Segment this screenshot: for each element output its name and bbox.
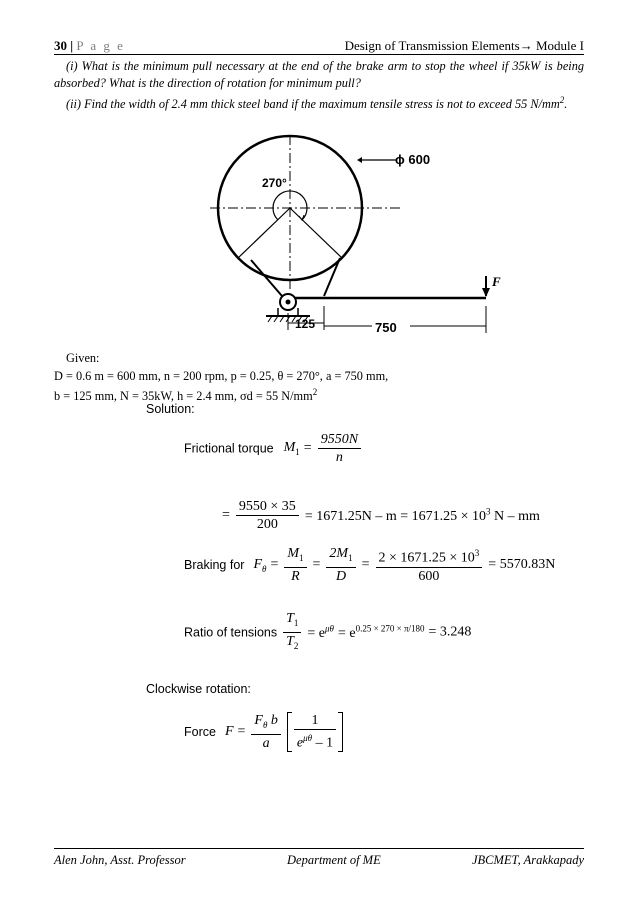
ratio-label: Ratio of tensions	[184, 625, 278, 640]
braking-fraction-3	[376, 545, 483, 585]
question-2	[54, 92, 584, 113]
calc-equals: =	[222, 507, 230, 523]
force-inner-fraction	[294, 712, 336, 752]
calc-denominator: 200	[256, 517, 278, 532]
angle-label: 270°	[262, 176, 287, 190]
t2-sub: 2	[293, 640, 299, 651]
frictional-torque-label: Frictional torque	[184, 441, 274, 456]
braking-result: = 5570.83N	[488, 556, 556, 572]
force-num-b: b	[267, 713, 278, 728]
f-theta	[253, 557, 266, 572]
b-num3: 2 × 1671.25 × 10	[378, 550, 475, 566]
ratio-e2-exp: 0.25 × 270 × π/180	[355, 622, 425, 633]
header-separator: |	[70, 38, 74, 53]
ratio-e1-exp: μθ	[325, 622, 334, 633]
b-den2: D	[335, 568, 347, 584]
radial-line-left	[238, 208, 290, 258]
t1-letter: T	[286, 611, 294, 626]
given-title: Given:	[66, 351, 100, 365]
band-brake-diagram	[200, 130, 510, 345]
force-bracket	[287, 712, 343, 752]
f-theta-letter: F	[253, 556, 263, 572]
calc-exp: 3	[486, 506, 491, 517]
force-num-f: F	[254, 713, 263, 728]
ft-denominator: n	[335, 450, 343, 465]
calc-numerator: 9550 × 35	[236, 498, 299, 516]
calc-result-a: = 1671.25N – m = 1671.25 × 10	[304, 508, 486, 524]
question-1-text: (i) What is the minimum pull necessary at the end of the brake arm to stop the wheel if 35kW is being absorbed? What is the direction of rotation for minimum pull?	[54, 59, 584, 90]
diameter-arrow-icon	[357, 157, 362, 163]
given-line-2-sup: 2	[312, 387, 318, 397]
frictional-torque-equation	[184, 431, 363, 466]
braking-fraction-2	[326, 545, 355, 585]
force-f-symbol: F	[224, 723, 234, 739]
radial-line-right	[290, 208, 342, 258]
calc-fraction	[236, 498, 299, 533]
torque-calculation	[222, 498, 540, 533]
force-den: a	[262, 735, 270, 751]
footer-rule	[54, 848, 584, 849]
ratio-result: = 3.248	[428, 624, 472, 640]
t1-sub: 1	[293, 617, 299, 628]
t2-letter: T	[286, 633, 294, 649]
b-num2-sub: 1	[348, 552, 353, 563]
force-equation	[184, 712, 343, 752]
footer-department: Department of ME	[287, 853, 381, 867]
arrow-icon: →	[519, 38, 533, 53]
header-course-title	[345, 38, 584, 54]
m1-symbol	[284, 440, 300, 455]
f-theta-sub: θ	[262, 563, 267, 574]
m1-letter: M	[283, 440, 296, 456]
braking-equals-2: =	[312, 556, 321, 572]
b-num1-sub: 1	[299, 552, 304, 563]
question-2-sup: 2	[559, 95, 565, 105]
question-2-end: .	[564, 97, 568, 112]
page-number: 30	[54, 38, 67, 53]
course-title: Design of Transmission Elements	[344, 38, 520, 53]
page-word: P a g e	[76, 38, 125, 53]
dim-large-label: 750	[375, 320, 397, 335]
equals-sign: =	[303, 440, 312, 456]
force-inner-e: e	[296, 735, 304, 751]
ft-numerator: 9550N	[318, 431, 361, 449]
given-line-2-text: b = 125 mm, N = 35kW, h = 2.4 mm, σd = 55 N/mm	[54, 389, 313, 404]
force-equals: =	[237, 723, 246, 739]
ratio-of-tensions-equation	[184, 610, 471, 655]
b-num1: M	[287, 546, 300, 561]
force-arrow-icon	[482, 288, 490, 297]
band-right-tangent	[324, 258, 340, 296]
given-line-1: D = 0.6 m = 600 mm, n = 200 rpm, p = 0.25, θ = 270°, a = 750 mm,	[54, 369, 389, 383]
footer-author: Alen John, Asst. Professor	[54, 853, 186, 867]
b-den3: 600	[418, 568, 440, 584]
force-num-sub: θ	[262, 719, 268, 730]
force-inner-num: 1	[294, 712, 336, 730]
dim-small-label: 125	[295, 317, 316, 331]
force-fraction	[251, 712, 280, 752]
frictional-fraction	[318, 431, 361, 466]
module-label: Module I	[535, 38, 584, 53]
braking-equals-1: =	[270, 556, 279, 572]
solution-title: Solution:	[146, 402, 195, 416]
ratio-e2: = e	[337, 625, 356, 641]
header-page-number	[54, 38, 125, 54]
b-num2: 2M	[329, 546, 349, 561]
braking-fraction-1	[284, 545, 306, 585]
question-1	[54, 58, 584, 92]
braking-equals-3: =	[361, 556, 370, 572]
footer-college: JBCMET, Arakkapady	[471, 853, 584, 867]
force-inner-exp: μθ	[303, 733, 313, 744]
force-inner-tail: – 1	[312, 735, 334, 751]
b-den1: R	[291, 568, 300, 584]
question-2-text: (ii) Find the width of 2.4 mm thick steel band if the maximum tensile stress is not to exceed 55 N/mm	[66, 97, 560, 112]
pivot-pin	[286, 300, 291, 305]
braking-label: Braking for	[184, 557, 245, 572]
calc-result-b: N – mm	[494, 508, 540, 524]
clockwise-rotation-label: Clockwise rotation:	[146, 682, 251, 696]
ratio-fraction	[283, 610, 301, 655]
calc-result	[304, 506, 540, 524]
ratio-e1: = e	[307, 625, 326, 641]
diameter-label: ϕ 600	[395, 152, 431, 167]
m1-sub: 1	[295, 446, 300, 457]
header-rule	[54, 54, 584, 55]
b-num3-exp: 3	[474, 548, 480, 559]
braking-force-equation	[184, 545, 555, 585]
force-label: F	[492, 274, 501, 289]
force-label-text: Force	[184, 724, 216, 739]
